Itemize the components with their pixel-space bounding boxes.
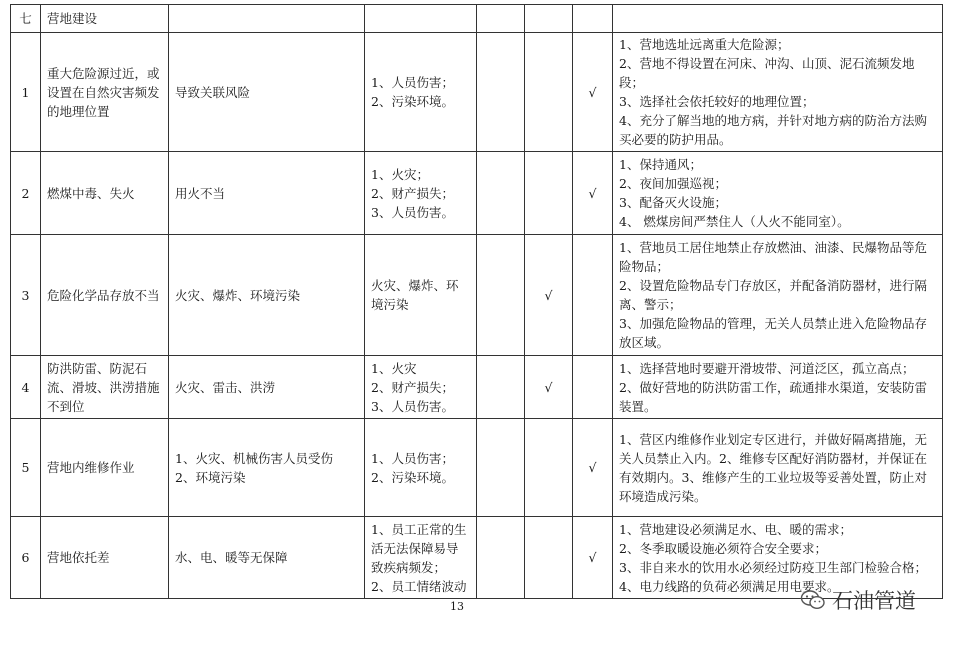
consequence-line: 3、人员伤害。 (371, 398, 454, 414)
consequence-line: 1、员工正常的生活无法保障易导致疾病频发； (371, 521, 467, 575)
consequence-line: 2、污染环境。 (371, 94, 454, 109)
cause-cell: 用火不当 (169, 152, 365, 235)
consequence-line: 2、员工情绪波动 (371, 578, 467, 594)
consequence-line: 2、财产损失； (371, 185, 454, 201)
row-number: 5 (11, 419, 41, 517)
hazard-cell: 危险化学品存放不当 (41, 235, 169, 356)
measures-cell: 1、营地建设必须满足水、电、暖的需求； 2、冬季取暖设施必须符合安全要求； 3、非自来水的饮用水必须经过防疫卫生部门检验合格； 4、电力线路的负荷必须满足用电要求。 (613, 517, 943, 599)
hazard-cell: 重大危险源过近，或设置在自然灾害频发的地理位置 (41, 33, 169, 152)
page-number: 13 (450, 600, 464, 613)
table-row (11, 235, 943, 356)
table-row (11, 33, 943, 152)
cause-cell: 1、火灾、机械伤害人员受伤 2、环境污染 (169, 419, 365, 517)
consequence-line: 1、火灾 (371, 360, 417, 376)
measures-cell: 1、营地选址远离重大危险源； 2、营地不得设置在河床、冲沟、山顶、泥石流频发地段； 3、选择社会依托较好的地理位置； 4、充分了解当地的地方病，并针对地方病的防治方法购买必要的防护用品。 (613, 33, 943, 152)
table-row (11, 356, 943, 419)
table-row (11, 419, 943, 517)
consequence-line: 1、火灾； (371, 166, 429, 182)
consequence-line: 2、财产损失； (371, 379, 454, 395)
measures-cell: 1、选择营地时要避开滑坡带、河道泛区，孤立高点； 2、做好营地的防洪防雷工作，疏通排水渠道，安装防雷装置。 (613, 356, 943, 419)
watermark (800, 585, 916, 615)
watermark-text: 石油管道 (832, 589, 916, 613)
row-number: 3 (11, 235, 41, 356)
cause-cell: 导致关联风险 (169, 33, 365, 152)
mark-b: √ (573, 419, 613, 517)
consequence-cell (365, 33, 477, 152)
cause-cell: 水、电、暖等无保障 (169, 517, 365, 599)
risk-table (10, 4, 943, 599)
cause-cell: 火灾、爆炸、环境污染 (169, 235, 365, 356)
consequence-cell (365, 235, 477, 356)
hazard-cell: 防洪防雷、防泥石流、滑坡、洪涝措施不到位 (41, 356, 169, 419)
consequence-line: 3、人员伤害。 (371, 204, 454, 220)
section-number: 七 (11, 5, 41, 33)
mark-b: √ (573, 152, 613, 235)
consequence-line: 1、人员伤害； (371, 450, 454, 466)
mark-a (525, 419, 573, 517)
hazard-cell: 营地依托差 (41, 517, 169, 599)
consequence-cell (365, 152, 477, 235)
measures-cell: 1、保持通风； 2、夜间加强巡视； 3、配备灭火设施； 4、 燃煤房间严禁住人（人火不能同室）。 (613, 152, 943, 235)
measures-cell: 1、营区内维修作业划定专区进行，并做好隔离措施，无关人员禁止入内。2、维修专区配好消防器材，并保证在有效期内。3、维修产生的工业垃圾等妥善处置，防止对环境造成污染。 (613, 419, 943, 517)
wechat-icon (800, 589, 826, 611)
consequence-line: 1、人员伤害； (371, 75, 454, 90)
mark-a: √ (525, 356, 573, 419)
hazard-cell: 营地内维修作业 (41, 419, 169, 517)
mark-b: √ (573, 33, 613, 152)
consequence-cell (365, 419, 477, 517)
row-number: 1 (11, 33, 41, 152)
hazard-cell: 燃煤中毒、失火 (41, 152, 169, 235)
consequence-cell (365, 517, 477, 599)
row-number: 6 (11, 517, 41, 599)
section-header-row (11, 5, 943, 33)
mark-a (525, 152, 573, 235)
consequence-cell (365, 356, 477, 419)
consequence-line: 2、污染环境。 (371, 469, 454, 485)
mark-b (573, 356, 613, 419)
mark-a: √ (525, 235, 573, 356)
row-number: 4 (11, 356, 41, 419)
consequence-line: 火灾、爆炸、环境污染 (371, 278, 459, 312)
mark-b (573, 235, 613, 356)
section-title: 营地建设 (41, 5, 169, 33)
cause-cell: 火灾、雷击、洪涝 (169, 356, 365, 419)
mark-a (525, 517, 573, 599)
measures-cell: 1、营地员工居住地禁止存放燃油、油漆、民爆物品等危险物品； 2、设置危险物品专门存放区，并配备消防器材，进行隔离、警示； 3、加强危险物品的管理，无关人员禁止进入危险物品存放区域。 (613, 235, 943, 356)
row-number: 2 (11, 152, 41, 235)
table-row (11, 152, 943, 235)
mark-b: √ (573, 517, 613, 599)
mark-a (525, 33, 573, 152)
